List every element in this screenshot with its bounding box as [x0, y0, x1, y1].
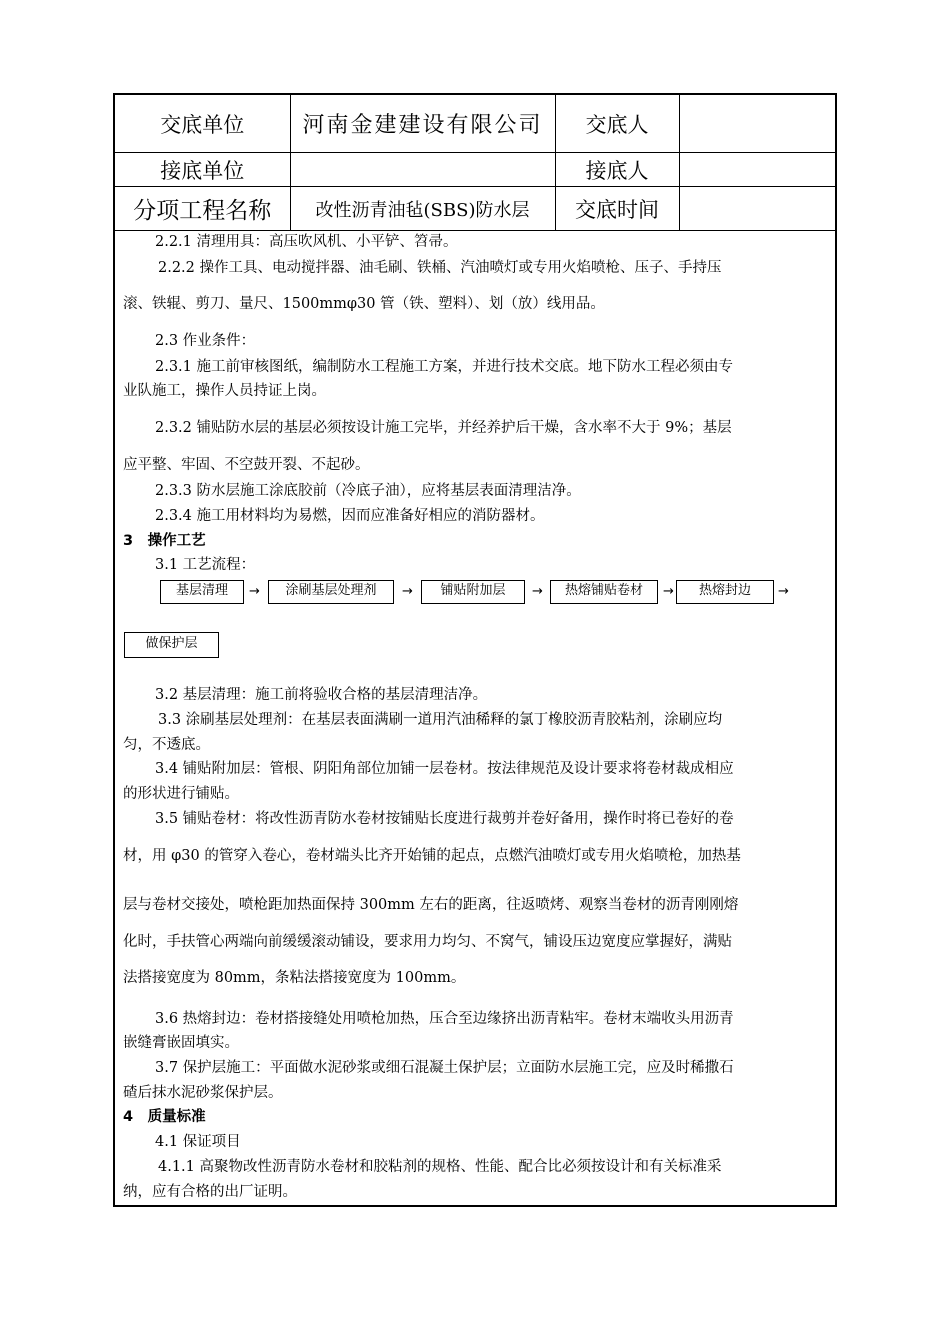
flow-step-hot-melt-edge: 热熔封边	[676, 580, 774, 604]
para-2-2-1: 2.2.1 清理用具：高压吹风机、小平铲、笤帚。	[155, 234, 458, 250]
label-project-name: 分项工程名称	[115, 187, 290, 231]
para-3-5-line2: 材，用 φ30 的管穿入卷心，卷材端头比齐开始铺的起点，点燃汽油喷灯或专用火焰喷枪，加热基	[123, 848, 741, 864]
para-3-7-line1: 3.7 保护层施工：平面做水泥砂浆或细石混凝土保护层；立面防水层施工完，应及时稀撒石	[155, 1060, 734, 1076]
flow-step-hot-melt-membrane: 热熔铺贴卷材	[550, 580, 658, 604]
flow-step-protective-layer: 做保护层	[124, 632, 219, 658]
label-discloser: 交底人	[555, 95, 679, 153]
para-3-5-line3: 层与卷材交接处，喷枪距加热面保持 300mm 左右的距离，往返喷烤、观察当卷材的沥青刚刚熔	[123, 897, 739, 913]
section-3-heading: 3 操作工艺	[123, 533, 206, 549]
para-3-1: 3.1 工艺流程：	[155, 557, 256, 573]
para-3-5-line5: 法搭接宽度为 80mm，条粘法搭接宽度为 100mm。	[123, 970, 466, 986]
section-4-heading: 4 质量标准	[123, 1109, 206, 1125]
para-2-3-3: 2.3.3 防水层施工涂底胶前（冷底子油），应将基层表面清理洁净。	[155, 483, 581, 499]
header-table	[115, 95, 835, 231]
para-4-1-1-line2: 纳，应有合格的出厂证明。	[123, 1184, 297, 1200]
flow-arrow-3: →	[532, 584, 543, 599]
para-2-2-2-line2: 滚、铁辊、剪刀、量尺、1500mmφ30 管（铁、塑料）、划（放）线用品。	[123, 296, 605, 312]
label-disclosure-unit: 交底单位	[115, 95, 290, 153]
para-3-2: 3.2 基层清理：施工前将验收合格的基层清理洁净。	[155, 687, 488, 703]
project-name-value: 改性沥青油毡(SBS)防水层	[290, 187, 555, 231]
para-3-5-line1: 3.5 铺贴卷材：将改性沥青防水卷材按铺贴长度进行裁剪并卷好备用，操作时将已卷好的卷	[155, 811, 734, 827]
para-3-3-line2: 匀，不透底。	[123, 737, 210, 753]
para-3-3-line1: 3.3 涂刷基层处理剂：在基层表面满刷一道用汽油稀释的氯丁橡胶沥青胶粘剂，涂刷应均	[158, 712, 723, 728]
receiver-value	[679, 153, 835, 187]
label-disclosure-time: 交底时间	[555, 187, 679, 231]
para-3-6-line2: 嵌缝膏嵌固填实。	[123, 1035, 239, 1051]
para-3-6-line1: 3.6 热熔封边：卷材搭接缝处用喷枪加热，压合至边缘挤出沥青粘牢。卷材末端收头用沥青	[155, 1011, 734, 1027]
receiving-unit-value	[290, 153, 555, 187]
para-3-4-line1: 3.4 铺贴附加层：管根、阴阳角部位加铺一层卷材。按法律规范及设计要求将卷材裁成相应	[155, 761, 734, 777]
flow-step-base-cleaning: 基层清理	[160, 580, 244, 604]
flow-arrow-5: →	[778, 584, 789, 599]
para-2-3-1-line2: 业队施工，操作人员持证上岗。	[123, 383, 326, 399]
para-2-3-4: 2.3.4 施工用材料均为易燃，因而应准备好相应的消防器材。	[155, 508, 545, 524]
flow-arrow-4: →	[663, 584, 674, 599]
para-2-3: 2.3 作业条件：	[155, 333, 256, 349]
disclosure-time-value	[679, 187, 835, 231]
para-3-7-line2: 碴后抹水泥砂浆保护层。	[123, 1085, 283, 1101]
para-3-5-line4: 化时，手扶管心两端向前缓缓滚动铺设，要求用力均匀、不窝气，铺设压边宽度应掌握好，满贴	[123, 934, 732, 950]
para-4-1: 4.1 保证项目	[155, 1134, 241, 1150]
label-receiver: 接底人	[555, 153, 679, 187]
para-2-3-2-line1: 2.3.2 铺贴防水层的基层必须按设计施工完毕，并经养护后干燥，含水率不大于 9%；基层	[155, 420, 732, 436]
flow-arrow-2: →	[402, 584, 413, 599]
flow-arrow-1: →	[249, 584, 260, 599]
flow-step-additional-layer: 铺贴附加层	[421, 580, 525, 604]
para-4-1-1-line1: 4.1.1 高聚物改性沥青防水卷材和胶粘剂的规格、性能、配合比必须按设计和有关标准采	[158, 1159, 722, 1175]
flow-step-primer: 涂刷基层处理剂	[268, 580, 394, 604]
label-receiving-unit: 接底单位	[115, 153, 290, 187]
para-2-2-2-line1: 2.2.2 操作工具、电动搅拌器、油毛刷、铁桶、汽油喷灯或专用火焰喷枪、压子、手持压	[158, 260, 722, 276]
disclosure-unit-value: 河南金建建设有限公司	[290, 95, 555, 153]
para-2-3-1-line1: 2.3.1 施工前审核图纸，编制防水工程施工方案，并进行技术交底。地下防水工程必须由专	[155, 359, 733, 375]
para-3-4-line2: 的形状进行铺贴。	[123, 786, 239, 802]
para-2-3-2-line2: 应平整、牢固、不空鼓开裂、不起砂。	[123, 457, 370, 473]
discloser-value	[679, 95, 835, 153]
